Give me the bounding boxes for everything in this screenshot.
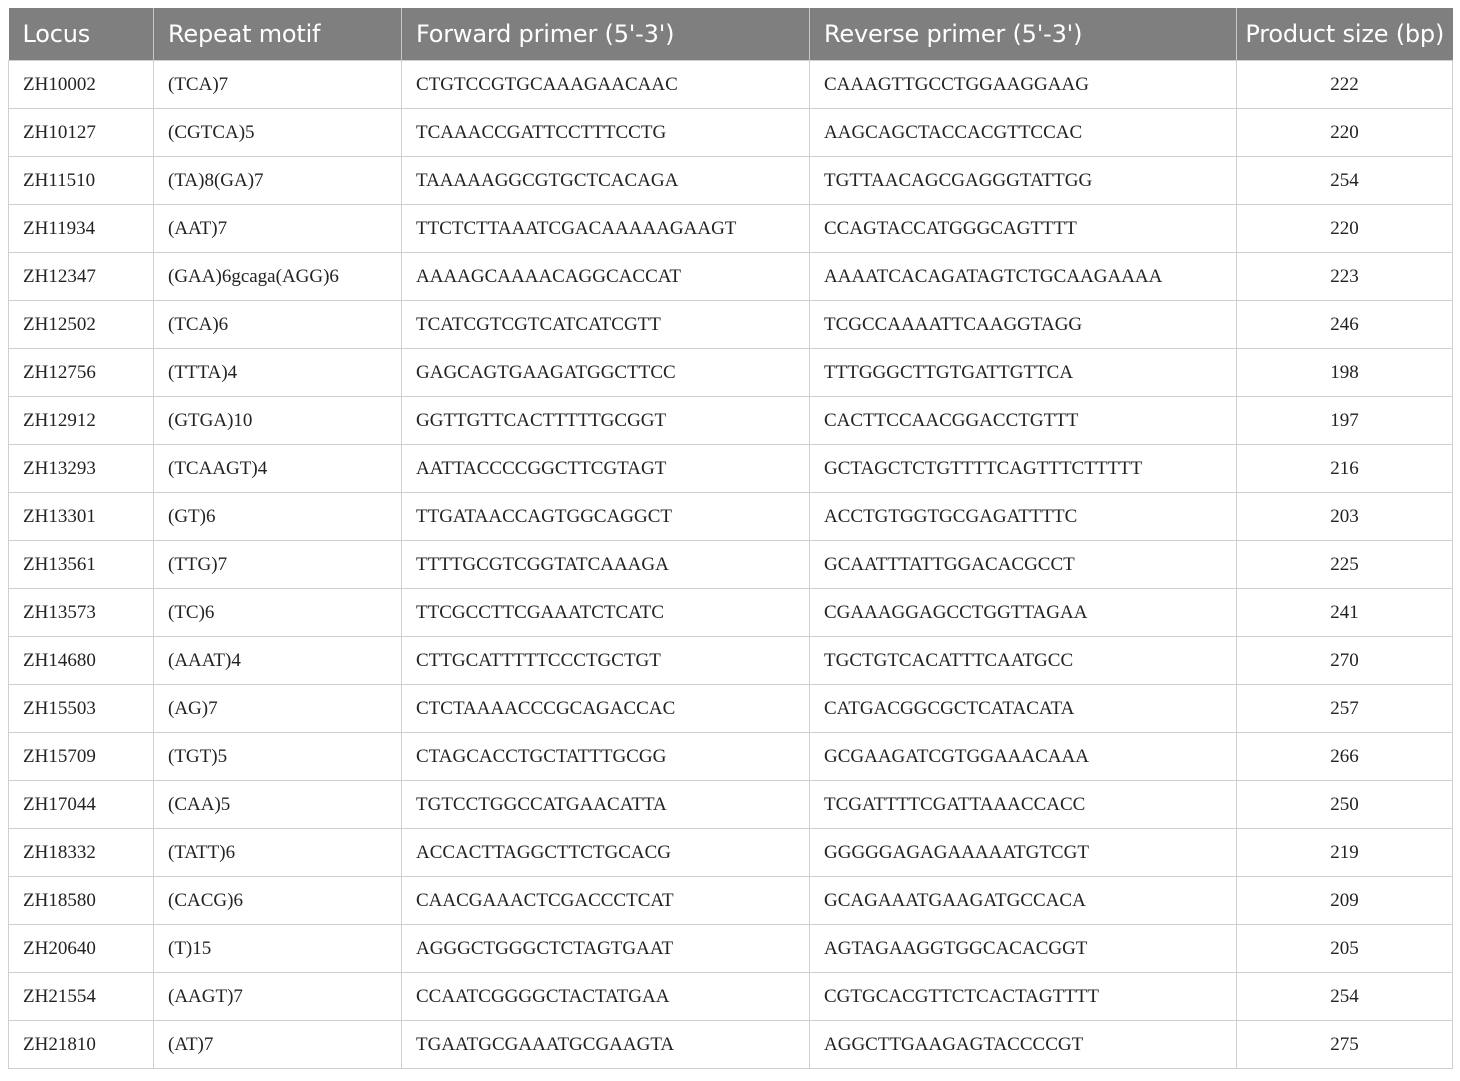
table-header — [9, 8, 1453, 61]
table-row — [9, 157, 1453, 205]
product-size-cell: 250 — [1237, 781, 1453, 829]
table-row — [9, 973, 1453, 1021]
forward-primer-cell: CTTGCATTTTTCCCTGCTGT — [402, 637, 810, 685]
product-size-cell: 241 — [1237, 589, 1453, 637]
repeat-motif-cell: (AT)7 — [154, 1021, 402, 1069]
repeat-motif-cell: (AG)7 — [154, 685, 402, 733]
table-row — [9, 637, 1453, 685]
locus-cell: ZH12912 — [9, 397, 154, 445]
reverse-primer-cell: TTTGGGCTTGTGATTGTTCA — [810, 349, 1237, 397]
primer-table — [8, 8, 1453, 1069]
forward-primer-cell: GAGCAGTGAAGATGGCTTCC — [402, 349, 810, 397]
repeat-motif-cell: (AAT)7 — [154, 205, 402, 253]
product-size-cell: 220 — [1237, 109, 1453, 157]
table-body — [9, 61, 1453, 1069]
product-size-cell: 225 — [1237, 541, 1453, 589]
forward-primer-cell: TTCGCCTTCGAAATCTCATC — [402, 589, 810, 637]
table-row — [9, 589, 1453, 637]
reverse-primer-cell: CGAAAGGAGCCTGGTTAGAA — [810, 589, 1237, 637]
reverse-primer-cell: GCAGAAATGAAGATGCCACA — [810, 877, 1237, 925]
reverse-primer-cell: AGTAGAAGGTGGCACACGGT — [810, 925, 1237, 973]
reverse-primer-cell: AAGCAGCTACCACGTTCCAC — [810, 109, 1237, 157]
reverse-primer-cell: AAAATCACAGATAGTCTGCAAGAAAA — [810, 253, 1237, 301]
forward-primer-cell: TTTTGCGTCGGTATCAAAGA — [402, 541, 810, 589]
header-row — [9, 8, 1453, 61]
repeat-motif-cell: (TATT)6 — [154, 829, 402, 877]
locus-cell: ZH15503 — [9, 685, 154, 733]
forward-primer-cell: TTGATAACCAGTGGCAGGCT — [402, 493, 810, 541]
reverse-primer-cell: GGGGGAGAGAAAAATGTCGT — [810, 829, 1237, 877]
table-row — [9, 253, 1453, 301]
locus-cell: ZH11510 — [9, 157, 154, 205]
locus-cell: ZH21554 — [9, 973, 154, 1021]
product-size-cell: 197 — [1237, 397, 1453, 445]
locus-cell: ZH13301 — [9, 493, 154, 541]
table-row — [9, 685, 1453, 733]
forward-primer-cell: AGGGCTGGGCTCTAGTGAAT — [402, 925, 810, 973]
table-row — [9, 205, 1453, 253]
repeat-motif-cell: (AAGT)7 — [154, 973, 402, 1021]
table-row — [9, 541, 1453, 589]
reverse-primer-cell: AGGCTTGAAGAGTACCCCGT — [810, 1021, 1237, 1069]
locus-cell: ZH12347 — [9, 253, 154, 301]
forward-primer-cell: TTCTCTTAAATCGACAAAAAGAAGT — [402, 205, 810, 253]
forward-primer-cell: CTGTCCGTGCAAAGAACAAC — [402, 61, 810, 109]
header-forward-primer: Forward primer (5'-3') — [402, 8, 810, 61]
repeat-motif-cell: (TTG)7 — [154, 541, 402, 589]
primer-table-container — [8, 8, 1452, 1069]
repeat-motif-cell: (T)15 — [154, 925, 402, 973]
forward-primer-cell: ACCACTTAGGCTTCTGCACG — [402, 829, 810, 877]
product-size-cell: 266 — [1237, 733, 1453, 781]
locus-cell: ZH13573 — [9, 589, 154, 637]
repeat-motif-cell: (GTGA)10 — [154, 397, 402, 445]
table-row — [9, 733, 1453, 781]
locus-cell: ZH17044 — [9, 781, 154, 829]
repeat-motif-cell: (TC)6 — [154, 589, 402, 637]
reverse-primer-cell: GCAATTTATTGGACACGCCT — [810, 541, 1237, 589]
reverse-primer-cell: CAAAGTTGCCTGGAAGGAAG — [810, 61, 1237, 109]
product-size-cell: 223 — [1237, 253, 1453, 301]
product-size-cell: 254 — [1237, 157, 1453, 205]
locus-cell: ZH13561 — [9, 541, 154, 589]
product-size-cell: 246 — [1237, 301, 1453, 349]
repeat-motif-cell: (GAA)6gcaga(AGG)6 — [154, 253, 402, 301]
reverse-primer-cell: CACTTCCAACGGACCTGTTT — [810, 397, 1237, 445]
repeat-motif-cell: (GT)6 — [154, 493, 402, 541]
forward-primer-cell: AAAAGCAAAACAGGCACCAT — [402, 253, 810, 301]
header-reverse-primer: Reverse primer (5'-3') — [810, 8, 1237, 61]
table-row — [9, 61, 1453, 109]
forward-primer-cell: TAAAAAGGCGTGCTCACAGA — [402, 157, 810, 205]
repeat-motif-cell: (TCA)7 — [154, 61, 402, 109]
repeat-motif-cell: (TA)8(GA)7 — [154, 157, 402, 205]
product-size-cell: 270 — [1237, 637, 1453, 685]
header-locus: Locus — [9, 8, 154, 61]
locus-cell: ZH14680 — [9, 637, 154, 685]
header-repeat-motif: Repeat motif — [154, 8, 402, 61]
locus-cell: ZH11934 — [9, 205, 154, 253]
repeat-motif-cell: (CGTCA)5 — [154, 109, 402, 157]
locus-cell: ZH12756 — [9, 349, 154, 397]
locus-cell: ZH20640 — [9, 925, 154, 973]
repeat-motif-cell: (CACG)6 — [154, 877, 402, 925]
reverse-primer-cell: CGTGCACGTTCTCACTAGTTTT — [810, 973, 1237, 1021]
table-row — [9, 493, 1453, 541]
reverse-primer-cell: TGCTGTCACATTTCAATGCC — [810, 637, 1237, 685]
table-row — [9, 109, 1453, 157]
table-row — [9, 781, 1453, 829]
repeat-motif-cell: (AAAT)4 — [154, 637, 402, 685]
product-size-cell: 205 — [1237, 925, 1453, 973]
repeat-motif-cell: (TCA)6 — [154, 301, 402, 349]
product-size-cell: 198 — [1237, 349, 1453, 397]
locus-cell: ZH18580 — [9, 877, 154, 925]
reverse-primer-cell: CATGACGGCGCTCATACATA — [810, 685, 1237, 733]
locus-cell: ZH15709 — [9, 733, 154, 781]
table-row — [9, 1021, 1453, 1069]
forward-primer-cell: CTAGCACCTGCTATTTGCGG — [402, 733, 810, 781]
locus-cell: ZH10127 — [9, 109, 154, 157]
reverse-primer-cell: GCTAGCTCTGTTTTCAGTTTCTTTTT — [810, 445, 1237, 493]
reverse-primer-cell: TCGCCAAAATTCAAGGTAGG — [810, 301, 1237, 349]
product-size-cell: 219 — [1237, 829, 1453, 877]
forward-primer-cell: CCAATCGGGGCTACTATGAA — [402, 973, 810, 1021]
table-row — [9, 397, 1453, 445]
repeat-motif-cell: (TTTA)4 — [154, 349, 402, 397]
forward-primer-cell: TGAATGCGAAATGCGAAGTA — [402, 1021, 810, 1069]
forward-primer-cell: CTCTAAAACCCGCAGACCAC — [402, 685, 810, 733]
forward-primer-cell: AATTACCCCGGCTTCGTAGT — [402, 445, 810, 493]
forward-primer-cell: TCATCGTCGTCATCATCGTT — [402, 301, 810, 349]
repeat-motif-cell: (TGT)5 — [154, 733, 402, 781]
product-size-cell: 257 — [1237, 685, 1453, 733]
product-size-cell: 275 — [1237, 1021, 1453, 1069]
locus-cell: ZH10002 — [9, 61, 154, 109]
locus-cell: ZH12502 — [9, 301, 154, 349]
reverse-primer-cell: TGTTAACAGCGAGGGTATTGG — [810, 157, 1237, 205]
forward-primer-cell: TCAAACCGATTCCTTTCCTG — [402, 109, 810, 157]
locus-cell: ZH18332 — [9, 829, 154, 877]
table-row — [9, 925, 1453, 973]
product-size-cell: 254 — [1237, 973, 1453, 1021]
product-size-cell: 203 — [1237, 493, 1453, 541]
table-row — [9, 301, 1453, 349]
reverse-primer-cell: GCGAAGATCGTGGAAACAAA — [810, 733, 1237, 781]
header-product-size: Product size (bp) — [1237, 8, 1453, 61]
forward-primer-cell: TGTCCTGGCCATGAACATTA — [402, 781, 810, 829]
reverse-primer-cell: ACCTGTGGTGCGAGATTTTC — [810, 493, 1237, 541]
repeat-motif-cell: (CAA)5 — [154, 781, 402, 829]
reverse-primer-cell: CCAGTACCATGGGCAGTTTT — [810, 205, 1237, 253]
product-size-cell: 222 — [1237, 61, 1453, 109]
forward-primer-cell: GGTTGTTCACTTTTTGCGGT — [402, 397, 810, 445]
forward-primer-cell: CAACGAAACTCGACCCTCAT — [402, 877, 810, 925]
repeat-motif-cell: (TCAAGT)4 — [154, 445, 402, 493]
product-size-cell: 220 — [1237, 205, 1453, 253]
table-row — [9, 877, 1453, 925]
product-size-cell: 209 — [1237, 877, 1453, 925]
reverse-primer-cell: TCGATTTTCGATTAAACCACC — [810, 781, 1237, 829]
locus-cell: ZH13293 — [9, 445, 154, 493]
table-row — [9, 445, 1453, 493]
table-row — [9, 829, 1453, 877]
table-row — [9, 349, 1453, 397]
product-size-cell: 216 — [1237, 445, 1453, 493]
locus-cell: ZH21810 — [9, 1021, 154, 1069]
